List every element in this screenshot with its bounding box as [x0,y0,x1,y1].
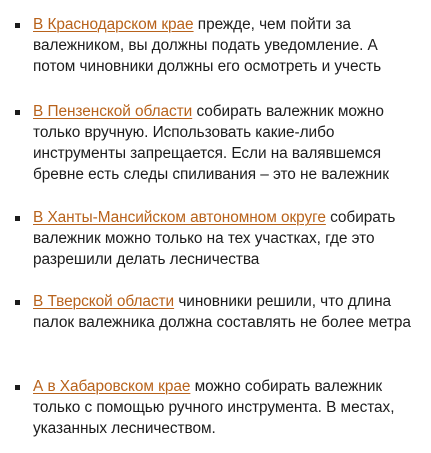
item-description: прежде, чем пойти за валежником, вы должны подать уведомление. А потом чиновники должны его осмотреть и учесть [33,16,382,75]
link-khabarovsk[interactable]: А в Хабаровском крае [33,378,191,395]
list-item-text [33,101,423,185]
bullet-icon [15,110,20,115]
bullet-icon [15,300,20,305]
item-description: можно собирать валежник только с помощью ручного инструмента. В местах, указанных лесничеством. [33,378,395,437]
list-item-text [33,291,423,333]
link-krasnodar[interactable]: В Краснодарском крае [33,16,194,33]
link-penza[interactable]: В Пензенской области [33,103,193,120]
item-description: чиновники решили, что длина палок валежника должна составлять не более метра [33,293,411,331]
bullet-icon [15,216,20,221]
list-item-text [33,376,423,439]
list-item-text [33,207,423,270]
item-description: собирать валежник можно только на тех участках, где это разрешили делать лесничества [33,209,396,268]
link-tver[interactable]: В Тверской области [33,293,175,310]
list-item-text [33,14,423,77]
link-khanty-mansiysk[interactable]: В Ханты-Мансийском автономном округе [33,209,326,226]
bullet-icon [15,385,20,390]
bullet-icon [15,23,20,28]
item-description: собирать валежник можно только вручную. Использовать какие-либо инструменты запрещается. Если на валявшемся бревне есть следы спиливания – это не валежник [33,103,389,183]
